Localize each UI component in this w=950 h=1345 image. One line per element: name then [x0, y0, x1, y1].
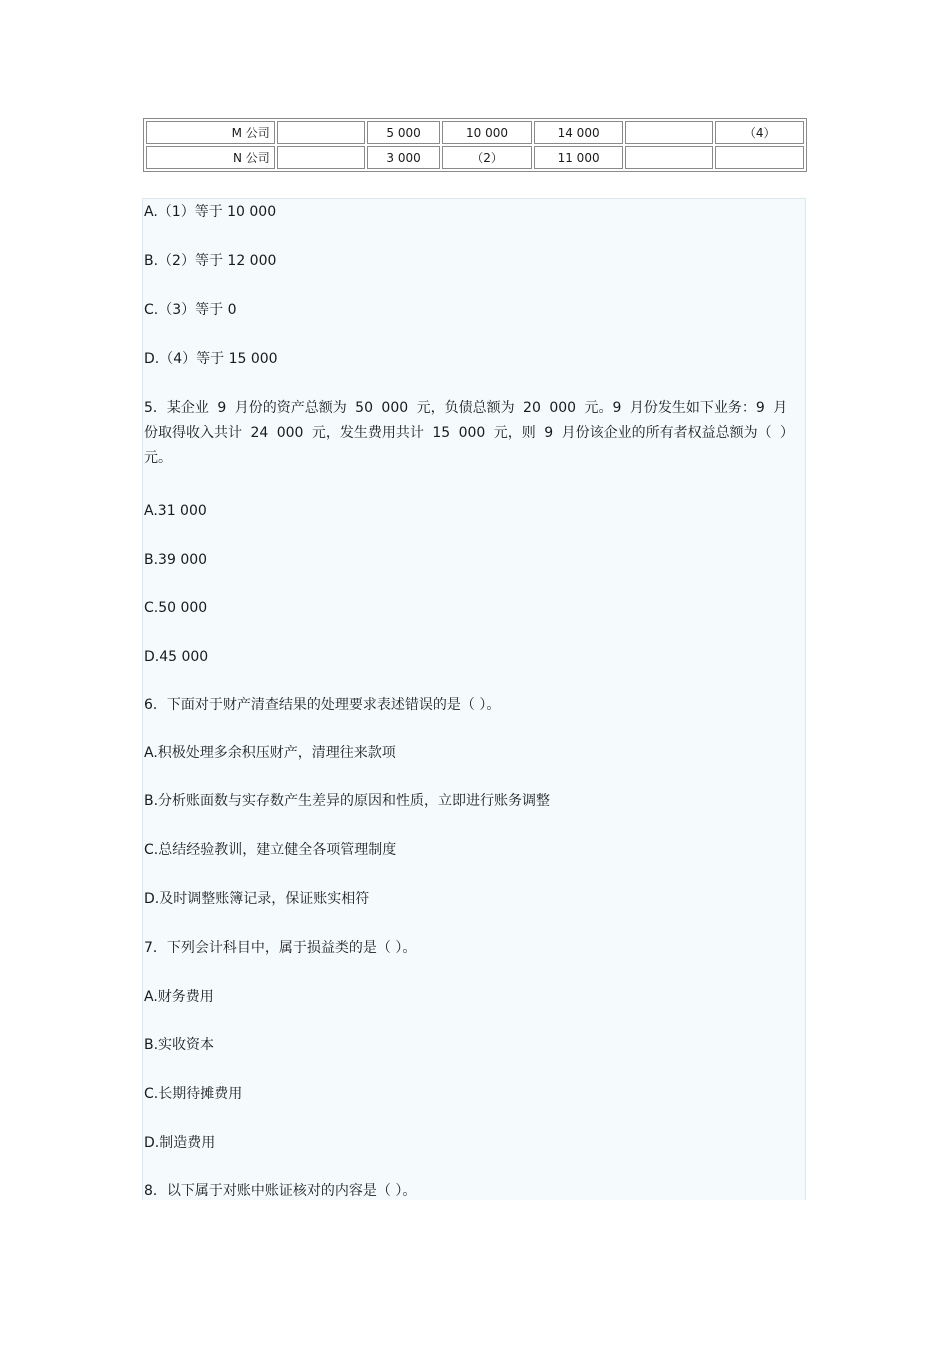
q5-option-d: D.45 000 [144, 649, 209, 665]
table-cell: （2） [442, 146, 533, 169]
table-cell: 14 000 [534, 121, 623, 144]
q5-option-a: A.31 000 [144, 503, 207, 519]
table-row [146, 121, 804, 144]
table-cell: 10 000 [442, 121, 533, 144]
q7-stem: 7．下列会计科目中，属于损益类的是（ ）。 [144, 940, 417, 956]
q4-option-a: A.（1）等于 10 000 [144, 204, 277, 220]
q6-option-b: B.分析账面数与实存数产生差异的原因和性质，立即进行账务调整 [144, 793, 551, 809]
table-cell [625, 146, 714, 169]
company-name-cell: M 公司 [146, 121, 275, 144]
table-cell: （4） [715, 121, 804, 144]
table-cell [625, 121, 714, 144]
company-data-table [143, 118, 807, 172]
q5-stem: 5．某企业 9 月份的资产总额为 50 000 元，负债总额为 20 000 元。9 月份发生如下业务：9 月份取得收入共计 24 000 元，发生费用共计 15 000 元，则 9 月份该企业的所有者权益总额为（ ）元。 [144, 400, 788, 466]
table-cell: 11 000 [534, 146, 623, 169]
q6-option-a: A.积极处理多余积压财产，清理往来款项 [144, 745, 396, 761]
company-name-cell: N 公司 [146, 146, 275, 169]
q4-option-b: B.（2）等于 12 000 [144, 253, 277, 269]
q5-option-c: C.50 000 [144, 600, 208, 616]
table-cell: 3 000 [367, 146, 439, 169]
question-panel [142, 198, 806, 1200]
q6-stem: 6．下面对于财产清查结果的处理要求表述错误的是（ ）。 [144, 697, 501, 713]
table-row [146, 146, 804, 169]
q4-option-d: D.（4）等于 15 000 [144, 351, 278, 367]
q4-option-c: C.（3）等于 0 [144, 302, 237, 318]
q6-option-c: C.总结经验教训，建立健全各项管理制度 [144, 842, 397, 858]
table-cell [277, 146, 366, 169]
table-cell [277, 121, 366, 144]
table-cell [715, 146, 804, 169]
table-cell: 5 000 [367, 121, 439, 144]
q5-option-b: B.39 000 [144, 552, 208, 568]
q8-stem: 8．以下属于对账中账证核对的内容是（ ）。 [144, 1183, 417, 1199]
q7-option-b: B.实收资本 [144, 1037, 215, 1053]
q7-option-c: C.长期待摊费用 [144, 1086, 243, 1102]
q6-option-d: D.及时调整账簿记录，保证账实相符 [144, 891, 370, 907]
q7-option-a: A.财务费用 [144, 989, 214, 1005]
q7-option-d: D.制造费用 [144, 1135, 216, 1151]
